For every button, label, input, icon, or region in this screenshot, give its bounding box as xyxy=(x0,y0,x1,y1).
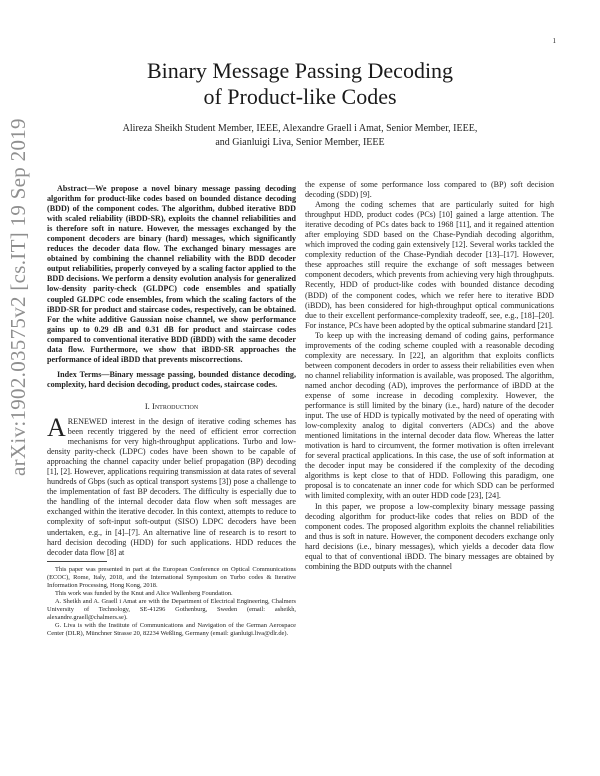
footnote-affiliation-chalmers: A. Sheikh and A. Graell i Amat are with the Department of Electrical Engineering, Chalmers University of Technology, SE-41296 Gothenburg, Sweden (email: asheikh, alexandre.graell@chalmers.se). xyxy=(47,598,296,622)
right-paragraph-1: the expense of some performance loss compared to (BP) soft decision decoding (SDD) [9]. xyxy=(305,180,554,200)
section-heading: I. Introduction xyxy=(144,400,199,411)
page-number: 1 xyxy=(552,37,556,45)
right-paragraph-3: To keep up with the increasing demand of coding gains, performance improvements of the coding scheme coupled with a reasonable decoding complexity are necessary. In [22], an algorithm that exploits conflicts between component decoders in order to assess their reliabilities even when no channel reliability information is available, was proposed. The algorithm, named anchor decoding (AD), improves the performance of iBDD at the expense of some increase in decoding complexity. However, the performance is still limited by the binary (i.e., hard) nature of the decoder input. The use of HDD is typically motivated by the need of operating with low-complexity analog to digital converters (ADCs) and the above mentioned limitations in the internal decoder data flow. Whereas the latter motivation is hard to circumvent, the former motivation is often irrelevant for several practical applications. In this case, the use of soft information at the decoder input may be considered if the complexity of the decoding algorithms is kept close to that of HDD. Following this paradigm, one proposal is to concatenate an inner code for which SDD can be performed with limited complexity, with an outer HDD code [23], [24]. xyxy=(305,330,554,501)
intro-paragraph xyxy=(47,412,296,558)
intro-text: RENEWED interest in the design of iterative coding schemes has been recently triggered by the need of efficient error correction mechanisms for very high-throughput applications. Turbo and low-density parity-check (LDPC) codes have been shown to be capable of approaching the channel capacity under belief propagation (BP) decoding [1], [2]. However, applications requiring transmission at data rates of several hundreds of Gbps (such as optical transport systems [3]) pose a challenge to the implementation of fast BP decoders. The difficulty is especially due to the handling of the internal decoder data flow when soft messages are exchanged within the iterative decoder. In this context, attempts to reduce to complexity of soft-input soft-output (SISO) LDPC decoders have been undertaken, e.g., in [4]–[7]. An alternative line of research is to resort to hard decision decoding (HDD) for such applications. HDD reduces the decoder data flow [8] at xyxy=(47,416,296,557)
paper-title xyxy=(60,58,540,110)
abstract: Abstract—We propose a novel binary message passing decoding algorithm for product-like codes based on bounded distance decoding (BDD) of the component codes. The algorithm, dubbed iterative BDD with scaled reliability (iBDD-SR), exploits the channel reliabilities and is therefore soft in nature. However, the messages exchanged by the component decoders are binary (hard) messages, which significantly reduces the decoder data flow. The exchanged binary messages are obtained by combining the channel reliability with the BDD decoder output reliabilities, properly conveyed by a scaling factor applied to the BDD decisions. We perform a density evolution analysis for generalized low-density parity-check (GLDPC) code ensembles and spatially coupled GLDPC code ensembles, from which the scaling factors of the iBDD-SR for product and staircase codes, respectively, can be obtained. For the white additive Gaussian noise channel, we show performance gains up to 0.29 dB and 0.31 dB for product and staircase codes compared to conventional iterative BDD (iBDD) with the same decoder data flow. Furthermore, we show that iBDD-SR approaches the performance of ideal iBDD that prevents miscorrections. xyxy=(47,184,296,364)
author-list xyxy=(70,122,530,150)
title-line-2: of Product-like Codes xyxy=(203,84,397,109)
left-column xyxy=(47,184,296,638)
footnote-rule xyxy=(47,561,107,562)
authors-line-2: and Gianluigi Liva, Senior Member, IEEE xyxy=(215,137,385,148)
drop-cap: A xyxy=(47,412,66,442)
footnote-conference: This paper was presented in part at the European Conference on Optical Communications (ECOC), Rome, Italy, 2018, and the International Symposium on Turbo codes & Iterative Information Processing, Hong Kong, 2018. xyxy=(47,565,296,589)
right-column xyxy=(305,180,554,572)
authors-line-1: Alireza Sheikh Student Member, IEEE, Alexandre Graell i Amat, Senior Member, IEEE, xyxy=(122,123,478,134)
right-paragraph-2: Among the coding schemes that are particularly suited for high throughput HDD, product codes (PCs) [10] gained a large attention. The iterative decoding of PCs dates back to 1968 [11], and it regained attention after employing SDD based on the Chase-Pyndiah decoding algorithm, which improved the coding gain extensively [12]. Several works tackled the complexity reduction of the Chase-Pyndiah decoder [13]–[17]. However, these approaches still require the exchange of soft messages between component decoders, which prevents from achieving very high throughputs. Recently, HDD of product-like codes with bounded distance decoding (BDD) of the component codes, which we refer here to iterative BDD (iBDD), has been considered for high-throughput optical communications due to their excellent performance-complexity tradeoff, see, e.g., [18]–[20]. For instance, PCs have been adopted by the optical submarine standard [21]. xyxy=(305,200,554,330)
index-terms: Index Terms—Binary message passing, bounded distance decoding, complexity, hard decision decoding, product codes, staircase codes. xyxy=(47,369,296,389)
arxiv-identifier: arXiv:1902.03575v2 [cs.IT] 19 Sep 2019 xyxy=(6,118,30,476)
footnote-affiliation-dlr: G. Liva is with the Institute of Communications and Navigation of the German Aerospace Center (DLR), Münchner Strasse 20, 82234 Weßling, Germany (email: gianluigi.liva@dlr.de). xyxy=(47,622,296,638)
title-line-1: Binary Message Passing Decoding xyxy=(146,58,454,83)
right-paragraph-4: In this paper, we propose a low-complexity binary message passing decoding algorithm for product-like codes that relies on BDD of the component codes. The proposed algorithm exploits the channel reliabilities and thus is soft in nature. However, the component decoders exchange only hard decisions (i.e., binary messages), which yields a decoder data flow equal to that of conventional iBDD. The binary messages are obtained by combining the BDD outputs with the channel xyxy=(305,501,554,571)
footnote-funding: This work was funded by the Knut and Alice Wallenberg Foundation. xyxy=(55,589,233,597)
